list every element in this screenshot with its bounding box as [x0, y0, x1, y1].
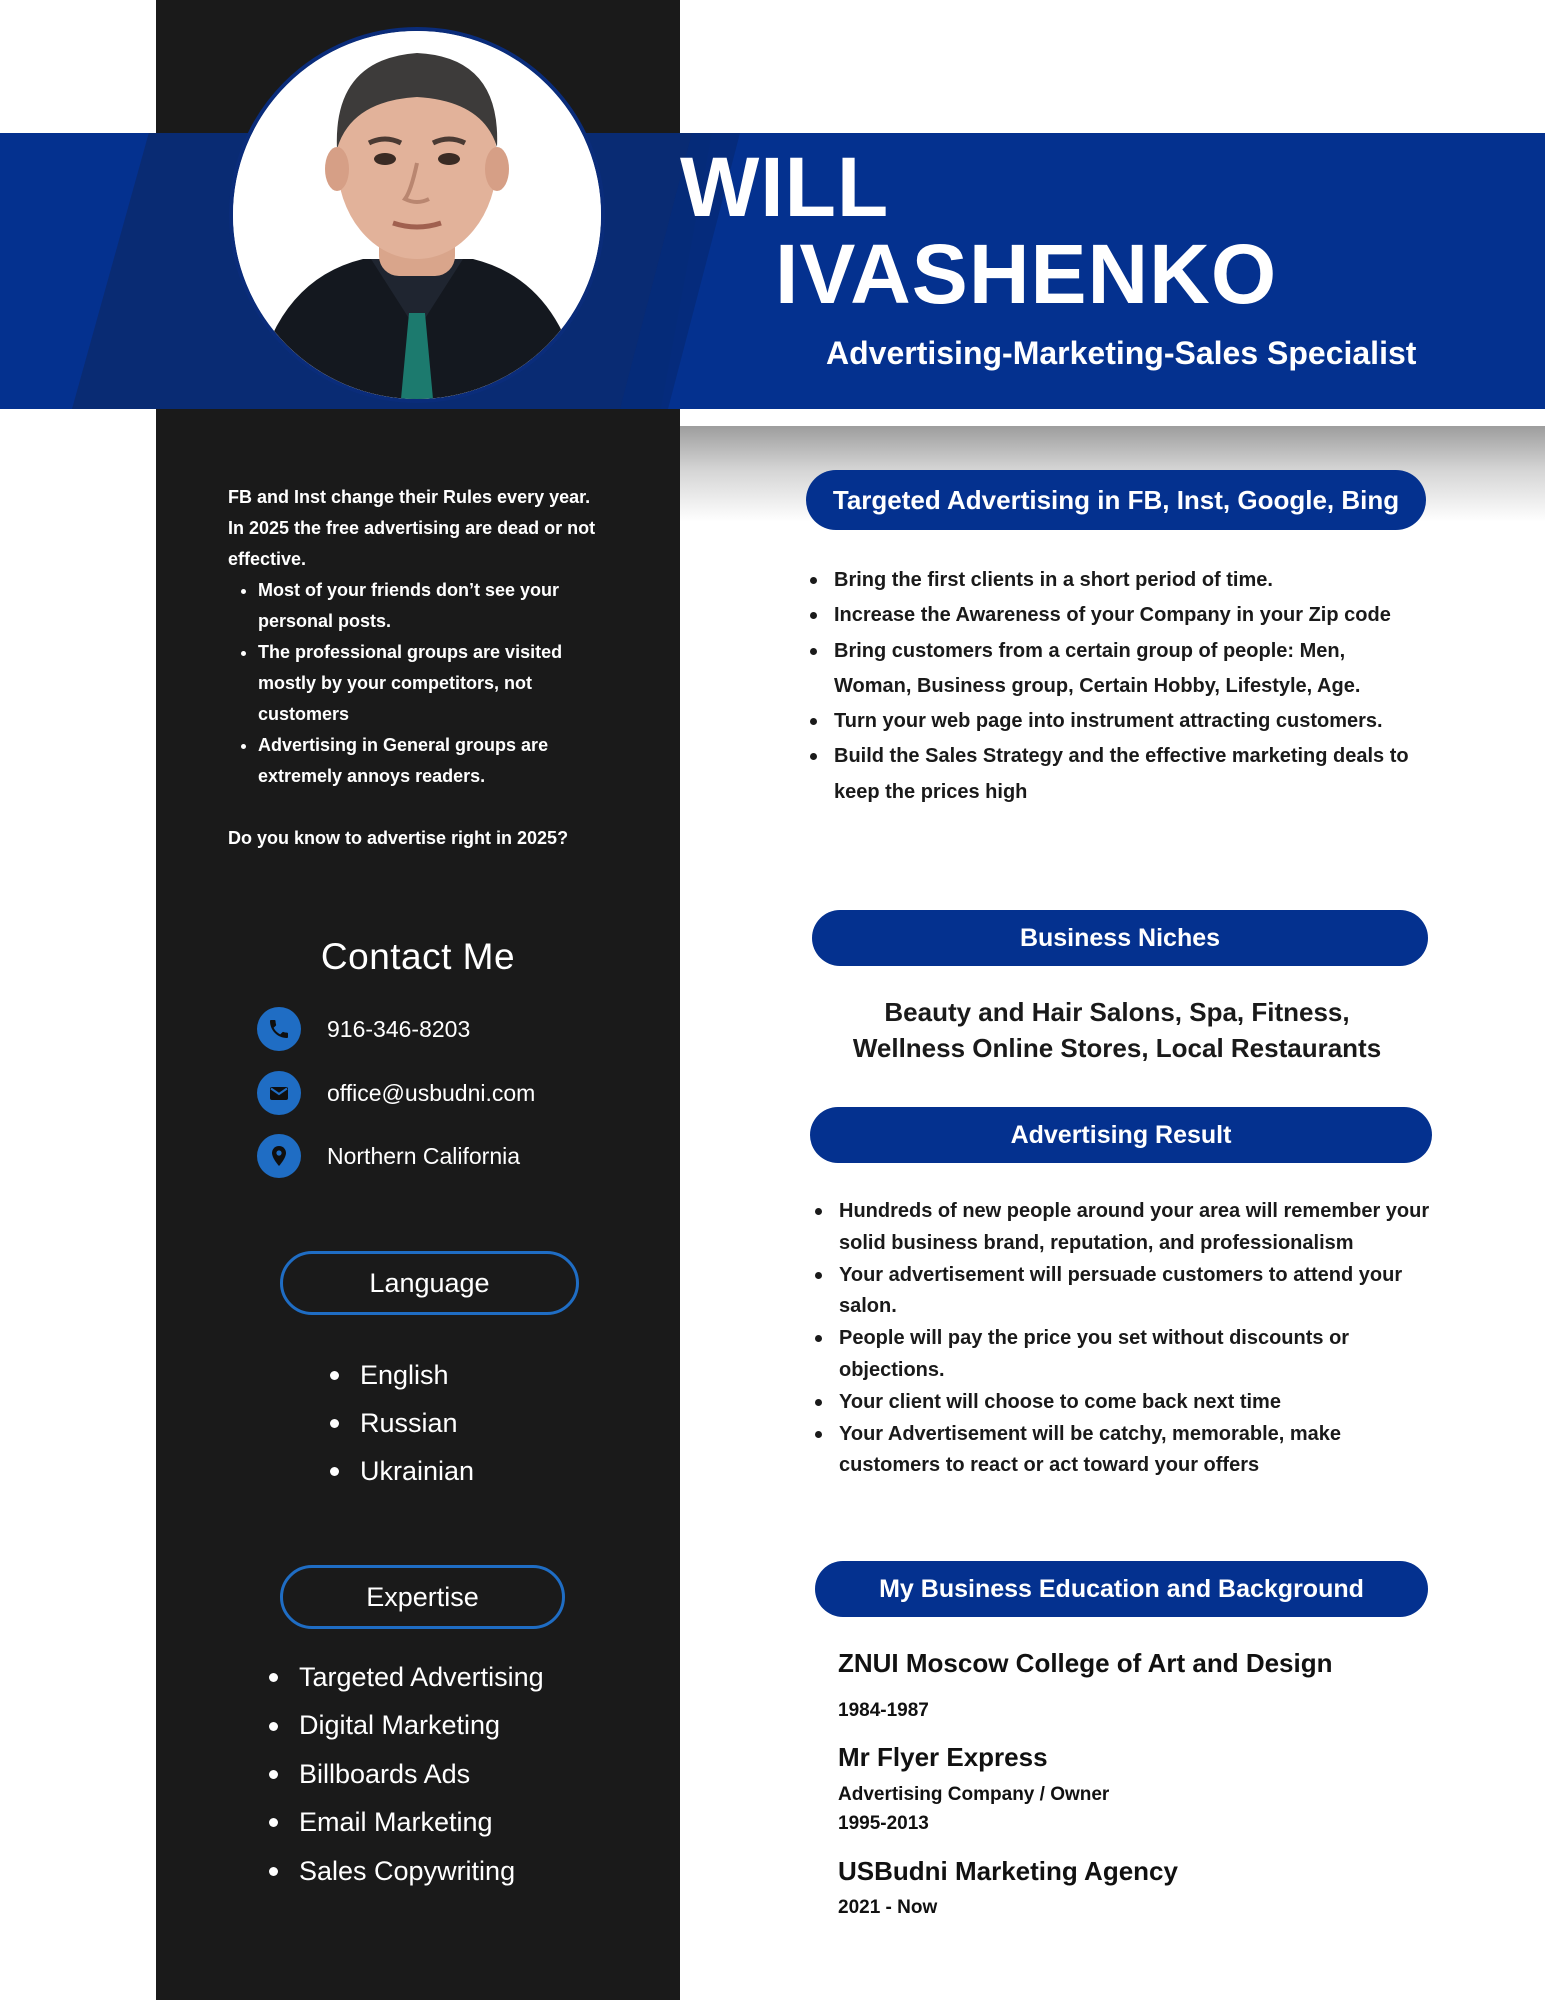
- email-icon: [257, 1071, 301, 1115]
- education-name: ZNUI Moscow College of Art and Design: [838, 1648, 1333, 1678]
- education-name: USBudni Marketing Agency: [838, 1856, 1178, 1886]
- expertise-heading: Expertise: [280, 1565, 565, 1629]
- targeted-advertising-list: [808, 563, 1428, 810]
- niches-line: Wellness Online Stores, Local Restaurants: [852, 1033, 1382, 1063]
- education-years: 1984-1987: [838, 1700, 929, 1721]
- list-item: Hundreds of new people around your area will remember your solid business brand, reputation, and professionalism: [813, 1196, 1433, 1260]
- list-item: Email Marketing: [267, 1798, 544, 1846]
- intro-question: Do you know to advertise right in 2025?: [228, 828, 569, 848]
- contact-title: Contact Me: [320, 936, 516, 977]
- intro-line: In 2025 the free advertising are dead or not effective.: [228, 518, 596, 569]
- list-item: • Most of your friends don’t see your personal posts.: [258, 575, 613, 637]
- advertising-result-list: [813, 1196, 1433, 1482]
- language-list: [328, 1351, 474, 1495]
- intro-line: FB and Inst change their Rules every year.: [228, 487, 591, 507]
- intro-text: [228, 482, 613, 854]
- niches-line: Beauty and Hair Salons, Spa, Fitness,: [884, 997, 1350, 1027]
- contact-location: [257, 1134, 520, 1178]
- advertising-result-heading: Advertising Result: [810, 1107, 1432, 1163]
- education-years: 2021 - Now: [838, 1897, 938, 1918]
- education-role: Advertising Company / Owner: [838, 1784, 1110, 1805]
- profile-photo: [229, 27, 605, 403]
- list-item: Ukrainian: [328, 1447, 474, 1495]
- education-name: Mr Flyer Express: [838, 1742, 1048, 1772]
- list-item: Digital Marketing: [267, 1701, 544, 1749]
- email-address: office@usbudni.com: [327, 1079, 536, 1106]
- business-niches-text: [812, 994, 1422, 1066]
- phone-icon: [257, 1007, 301, 1051]
- education-heading: My Business Education and Background: [815, 1561, 1428, 1617]
- location-pin-icon: [257, 1134, 301, 1178]
- list-item: • The professional groups are visited mostly by your competitors, not customers: [258, 637, 613, 730]
- first-name: WILL: [680, 140, 890, 234]
- contact-phone[interactable]: [257, 1007, 470, 1051]
- list-item: • Advertising in General groups are extremely annoys readers.: [258, 730, 613, 792]
- language-heading: Language: [280, 1251, 579, 1315]
- list-item: Russian: [328, 1399, 474, 1447]
- list-item: Turn your web page into instrument attracting customers.: [808, 704, 1428, 739]
- list-item: Your client will choose to come back next time: [813, 1387, 1433, 1419]
- intro-bullets: [228, 575, 613, 792]
- education-years: 1995-2013: [838, 1813, 929, 1834]
- list-item: Increase the Awareness of your Company in your Zip code: [808, 598, 1428, 633]
- list-item: Targeted Advertising: [267, 1653, 544, 1701]
- targeted-advertising-heading: Targeted Advertising in FB, Inst, Google, Bing: [806, 470, 1426, 530]
- phone-number: 916-346-8203: [327, 1015, 471, 1042]
- expertise-list: [267, 1653, 544, 1895]
- contact-email[interactable]: [257, 1071, 535, 1115]
- list-item: English: [328, 1351, 474, 1399]
- list-item: Billboards Ads: [267, 1750, 544, 1798]
- portrait-illustration: [233, 31, 601, 399]
- list-item: People will pay the price you set without discounts or objections.: [813, 1323, 1433, 1387]
- location-text: Northern California: [327, 1142, 521, 1169]
- list-item: Your Advertisement will be catchy, memorable, make customers to react or act toward your offers: [813, 1419, 1433, 1483]
- list-item: Bring customers from a certain group of people: Men, Woman, Business group, Certain Hobby, Lifestyle, Age.: [808, 634, 1428, 705]
- job-title: Advertising-Marketing-Sales Specialist: [826, 335, 1417, 371]
- list-item: Bring the first clients in a short period of time.: [808, 563, 1428, 598]
- list-item: Sales Copywriting: [267, 1847, 544, 1895]
- last-name: IVASHENKO: [775, 227, 1278, 321]
- business-niches-heading: Business Niches: [812, 910, 1428, 966]
- list-item: Build the Sales Strategy and the effective marketing deals to keep the prices high: [808, 739, 1428, 810]
- list-item: Your advertisement will persuade customers to attend your salon.: [813, 1260, 1433, 1324]
